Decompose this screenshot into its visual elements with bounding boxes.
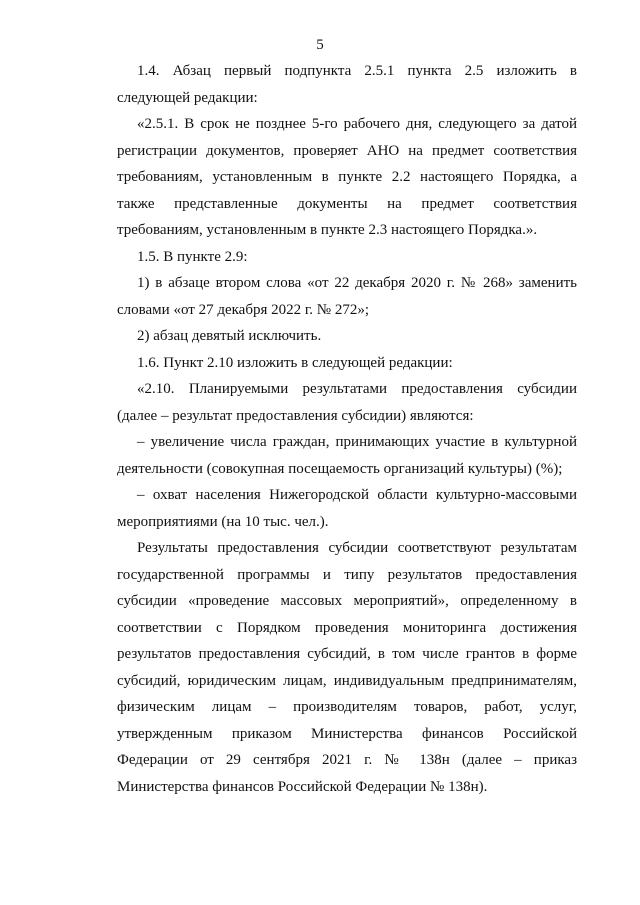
- result-item-2: – охват населения Нижегородской области культурно-массовыми мероприятиями (на 10 тыс. чел.).: [117, 487, 577, 530]
- paragraph-1-5: 1.5. В пункте 2.9:: [137, 248, 248, 265]
- paragraph-1-4: 1.4. Абзац первый подпункта 2.5.1 пункта 2.5 изложить в следующей редакции:: [117, 63, 577, 106]
- paragraph-2-5-1-quote: «2.5.1. В срок не позднее 5-го рабочего дня, следующего за датой регистрации документов, проверяет АНО на предмет соответствия требованиям, установленным в пункте 2.2 настоящего Порядка, а также представленные документы на предмет соответствия требованиям, установленным в пункте 2.3 настоящего Порядка.».: [117, 116, 577, 238]
- paragraph-results-correspondence: Результаты предоставления субсидии соответствуют результатам государственной программы и типу результатов предоставления субсидии «проведение массовых мероприятий», определенному в соответствии с Порядком проведения мониторинга достижения результатов предоставления субсидий, в том числе грантов в форме субсидий, юридическим лицам, индивидуальным предпринимателям, физическим лицам – производителям товаров, работ, услуг, утвержденным приказом Министерства финансов Российской Федерации от 29 сентября 2021 г. № 138н (далее – приказ Министерства финансов Российской Федерации № 138н).: [117, 540, 577, 795]
- document-body: [117, 58, 577, 800]
- paragraph-2-10-quote: «2.10. Планируемыми результатами предоставления субсидии (далее – результат предоставления субсидии) являются:: [117, 381, 577, 424]
- paragraph-1-5-item-1: 1) в абзаце втором слова «от 22 декабря 2020 г. № 268» заменить словами «от 27 декабря 2022 г. № 272»;: [117, 275, 577, 318]
- page-number: 5: [316, 37, 324, 53]
- paragraph-1-5-item-2: 2) абзац девятый исключить.: [137, 328, 322, 344]
- result-item-1: – увеличение числа граждан, принимающих участие в культурной деятельности (совокупная посещаемость организаций культуры) (%);: [117, 434, 577, 477]
- paragraph-1-6: 1.6. Пункт 2.10 изложить в следующей редакции:: [137, 354, 453, 371]
